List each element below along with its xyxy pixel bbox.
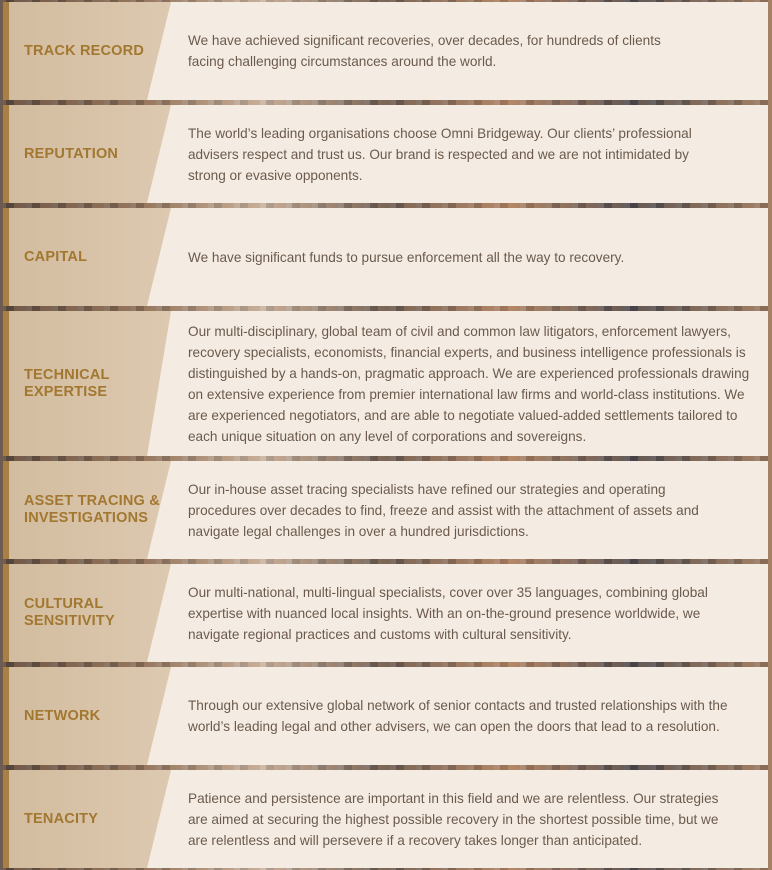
row-label: TECHNICAL EXPERTISE [24, 366, 110, 400]
row-description: Our multi-disciplinary, global team of civil and common law litigators, enforcement lawyers, recovery specialists, economists, financial experts, and business intelligence professionals is distinguished by a hands-on, pragmatic approach. We are experienced professionals drawing on extensive experience from premier international law firms and world-class institutions. We are experienced negotiators, and are able to negotiate valued-added settlements tailored to each unique situation on any level of corporations and sovereigns. [188, 323, 750, 444]
row-label: CAPITAL [24, 248, 88, 265]
row-description: Patience and persistence are important in this field and we are relentless. Our strategies are aimed at securing the highest possible recovery in the shortest possible time, but we are relentless and will persevere if a recovery takes longer than anticipated. [188, 790, 719, 848]
accent-bar [3, 770, 9, 868]
row-label: ASSET TRACING & INVESTIGATIONS [24, 493, 160, 526]
row-description: The world’s leading organisations choose Omni Bridgeway. Our clients’ professional advisers respect and trust us. Our brand is respected and we are not intimidated by strong or evasive opponents. [188, 125, 692, 183]
row-label: CULTURAL SENSITIVITY [24, 596, 115, 629]
strength-row-tenacity [3, 770, 768, 868]
accent-bar [3, 208, 9, 306]
accent-bar [3, 105, 9, 203]
strength-row-network [3, 667, 768, 765]
row-label: TRACK RECORD [24, 42, 145, 59]
accent-bar [3, 461, 9, 559]
accent-bar [3, 564, 9, 662]
strength-row-capital [3, 208, 768, 306]
row-description: We have achieved significant recoveries, over decades, for hundreds of clients facing challenging circumstances around the world. [188, 33, 661, 69]
strength-row-technical-expertise [3, 311, 768, 456]
row-label: TENACITY [24, 810, 99, 827]
row-description: Our in-house asset tracing specialists have refined our strategies and operating procedures over decades to find, freeze and assist with the attachment of assets and navigate legal challenges in over a hundred jurisdictions. [188, 481, 699, 539]
strength-row-track-record [3, 2, 768, 100]
strength-row-reputation [3, 105, 768, 203]
row-label: REPUTATION [24, 145, 119, 162]
accent-bar [3, 311, 9, 456]
strength-row-cultural-sensitivity [3, 564, 768, 662]
row-label: NETWORK [24, 707, 101, 724]
row-description: We have significant funds to pursue enforcement all the way to recovery. [188, 249, 625, 265]
row-description: Through our extensive global network of senior contacts and trusted relationships with the world’s leading legal and other advisers, we can open the doors that lead to a resolution. [188, 698, 728, 734]
accent-bar [3, 667, 9, 765]
strength-row-asset-tracing [3, 461, 768, 559]
row-description: Our multi-national, multi-lingual specialists, cover over 35 languages, combining global expertise with nuanced local insights. With an on-the-ground presence worldwide, we navigate regional practices and customs with cultural sensitivity. [188, 584, 708, 642]
accent-bar [3, 2, 9, 100]
